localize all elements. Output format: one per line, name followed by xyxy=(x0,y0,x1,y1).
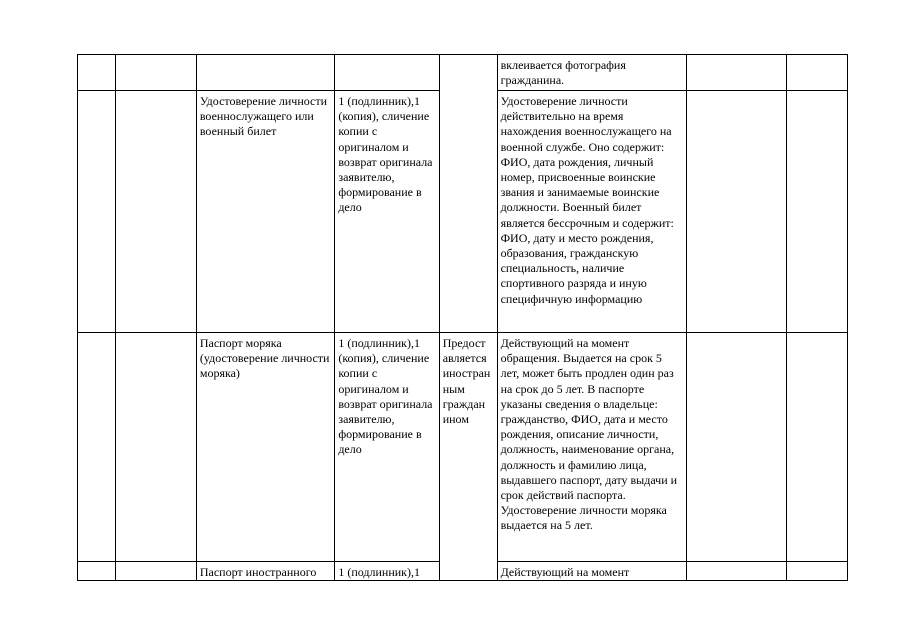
procedure-cell: 1 (подлинник),1 (копия), сличение копии с оригиналом и возврат оригинала заявителю, формирование в дело xyxy=(335,91,439,333)
document-name-cell: Паспорт иностранного xyxy=(196,562,334,581)
provided-by-cell: Предост авляется иностран ным граждан ином xyxy=(439,333,497,581)
table-cell xyxy=(686,55,786,91)
document-name-cell xyxy=(196,55,334,91)
table-row xyxy=(78,55,848,91)
table-cell xyxy=(116,562,197,581)
table-cell xyxy=(686,333,786,562)
table-cell xyxy=(786,91,847,333)
table-cell xyxy=(78,55,116,91)
document-name-cell: Паспорт моряка (удостоверение личности моряка) xyxy=(196,333,334,562)
table-cell xyxy=(786,333,847,562)
table-cell xyxy=(786,562,847,581)
description-cell: Действующий на момент xyxy=(497,562,686,581)
table-cell xyxy=(78,91,116,333)
description-cell: Действующий на момент обращения. Выдается на срок 5 лет, может быть продлен один раз на срок до 5 лет. В паспорте указаны сведения о владельце: гражданство, ФИО, дата и место рождения, описание личности, должность, наименование органа, должность и фамилию лица, выдавшего паспорт, дату выдачи и срок действий паспорта. Удостоверение личности моряка выдается на 5 лет. xyxy=(497,333,686,562)
table-cell xyxy=(786,55,847,91)
table-cell xyxy=(78,333,116,562)
table-cell xyxy=(116,333,197,562)
table-cell xyxy=(116,55,197,91)
table-cell xyxy=(439,55,497,333)
table-cell xyxy=(78,562,116,581)
document-name-cell: Удостоверение личности военнослужащего или военный билет xyxy=(196,91,334,333)
table-cell xyxy=(686,562,786,581)
document-table xyxy=(77,54,848,581)
procedure-cell: 1 (подлинник),1 xyxy=(335,562,439,581)
description-cell: Удостоверение личности действительно на время нахождения военнослужащего на военной службе. Оно содержит: ФИО, дата рождения, личный номер, присвоенные воинские звания и занимаемые воинские должности. Военный билет является бессрочным и содержит: ФИО, дату и место рождения, образования, гражданскую специальность, наличие спортивного разряда и иную специфичную информацию xyxy=(497,91,686,333)
procedure-cell: 1 (подлинник),1 (копия), сличение копии с оригиналом и возврат оригинала заявителю, формирование в дело xyxy=(335,333,439,562)
table-cell xyxy=(116,91,197,333)
procedure-cell xyxy=(335,55,439,91)
table-cell xyxy=(686,91,786,333)
description-cell: вклеивается фотография гражданина. xyxy=(497,55,686,91)
table-row xyxy=(78,333,848,562)
